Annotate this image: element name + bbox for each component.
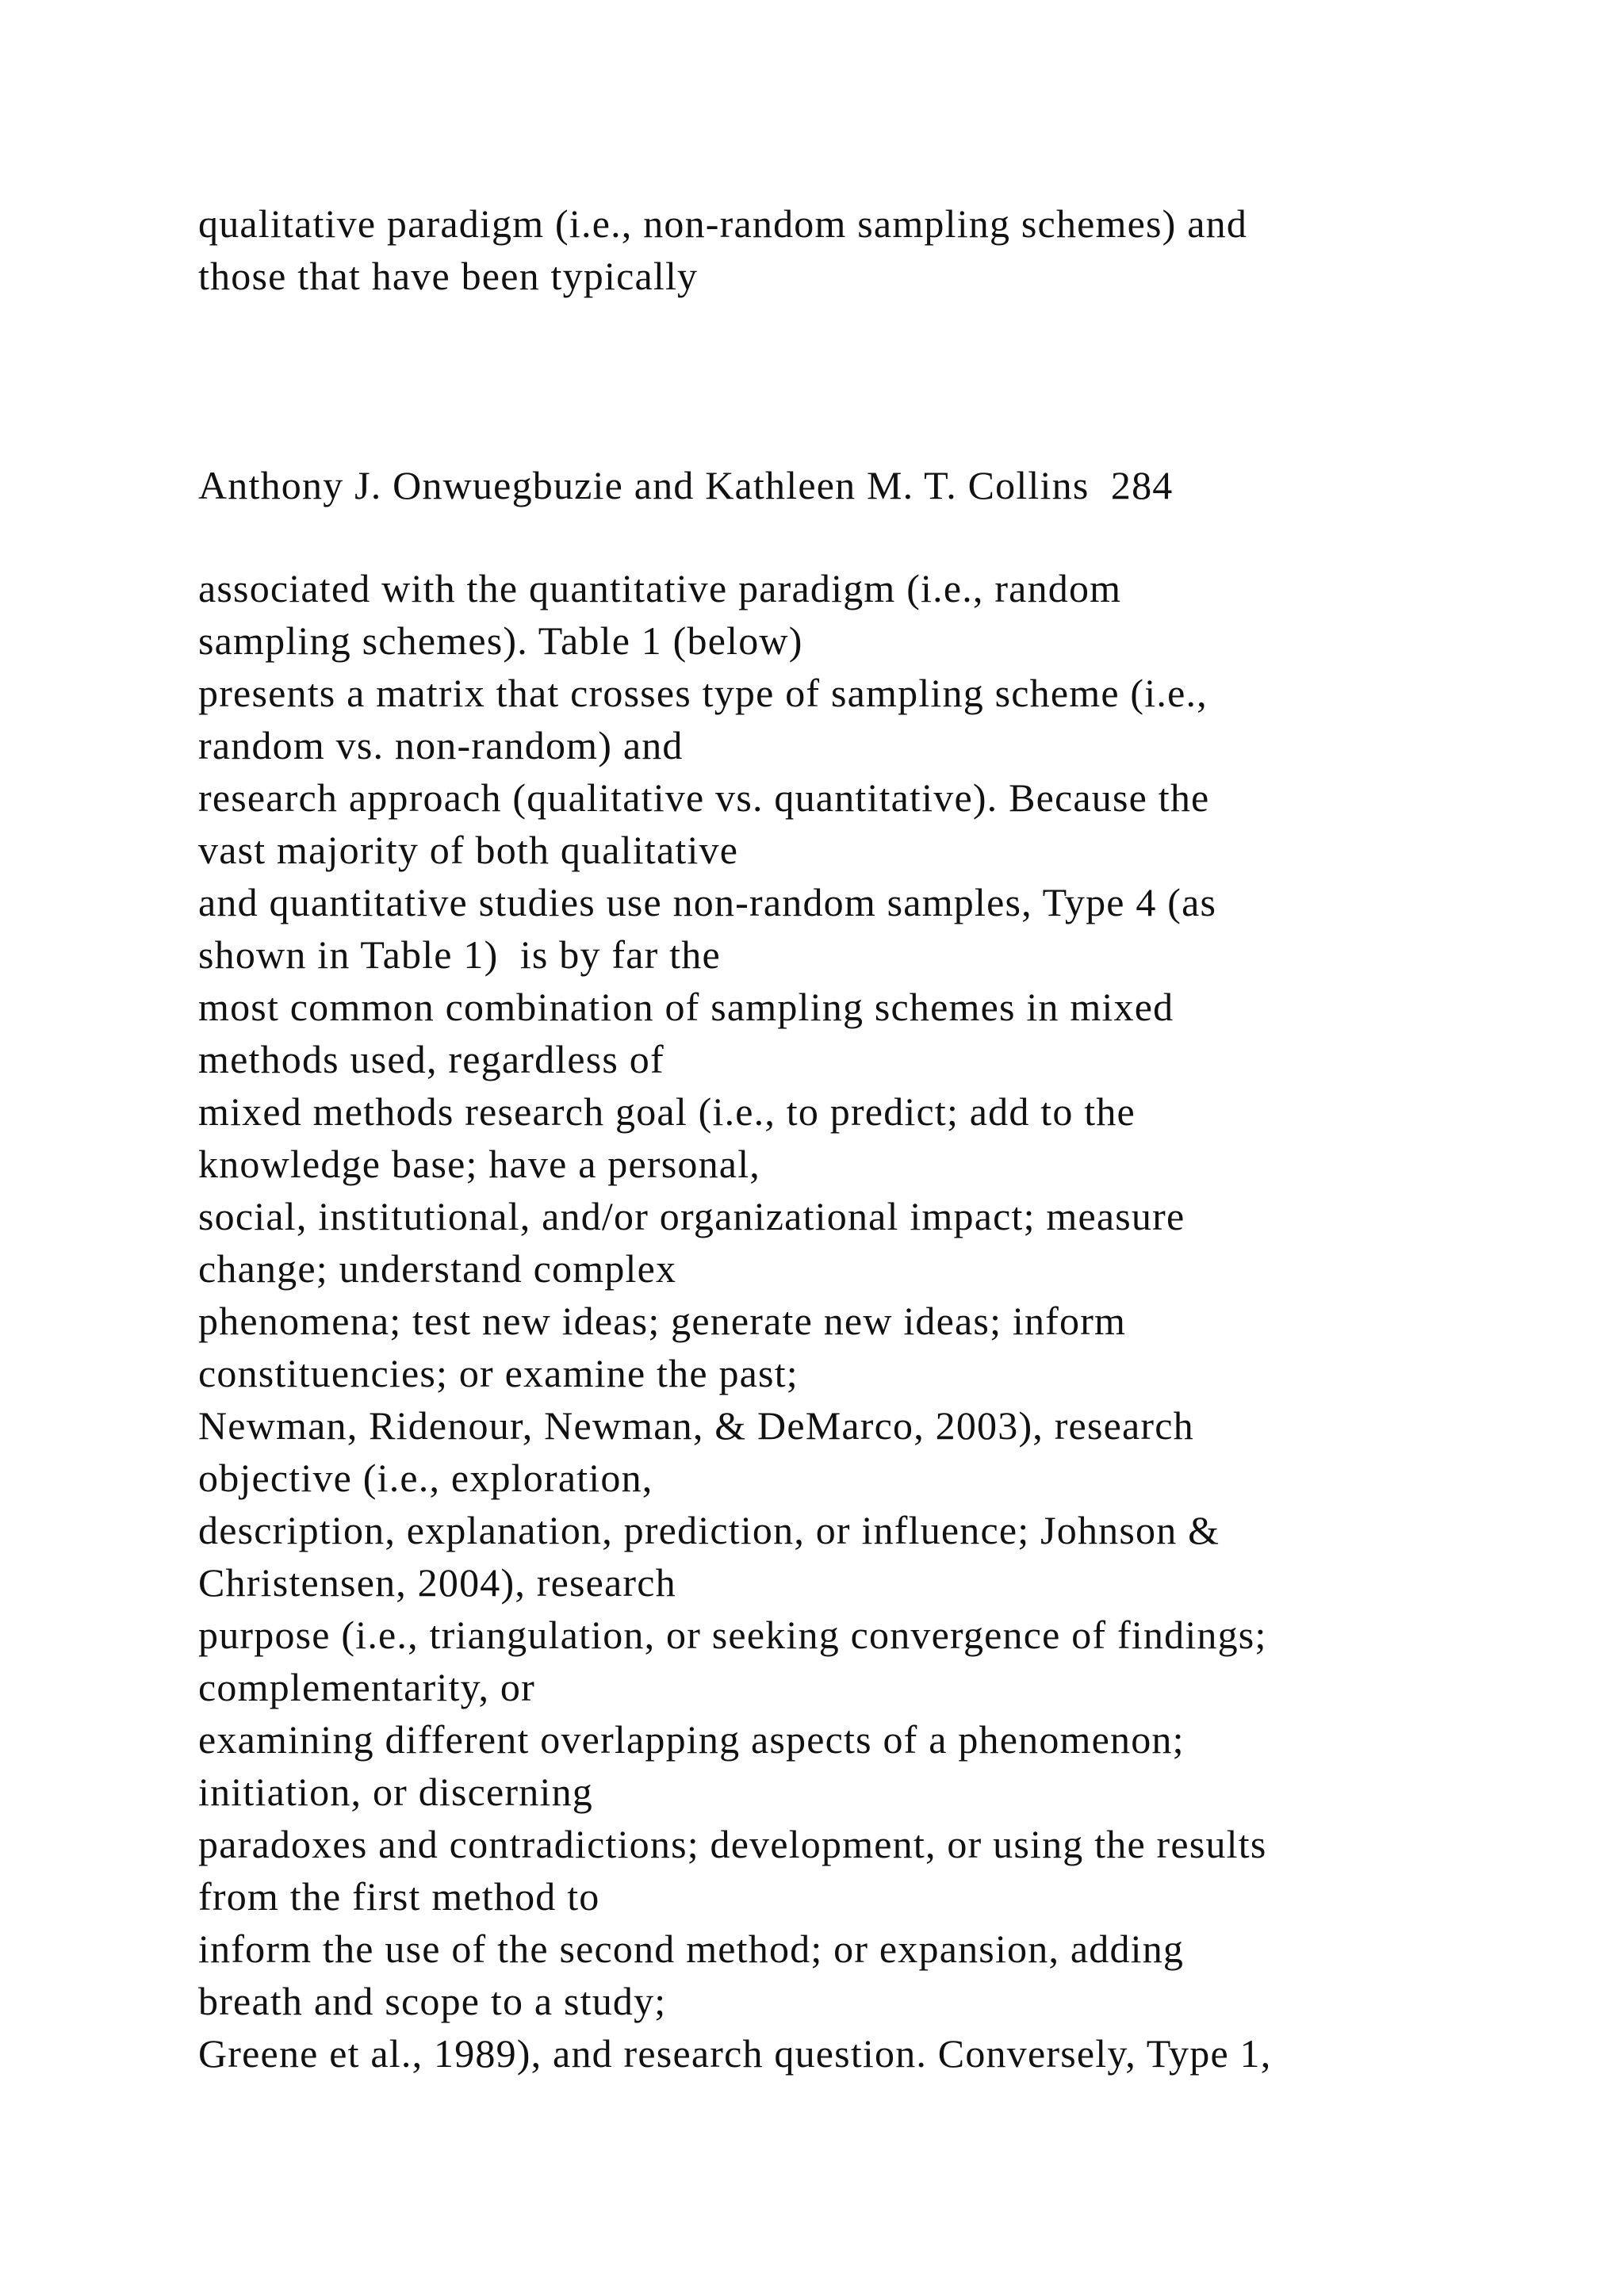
text-line: most common combination of sampling schemes in mixed (198, 985, 1174, 1029)
text-line: social, institutional, and/or organizational impact; measure (198, 1194, 1185, 1238)
running-header: Anthony J. Onwuegbuzie and Kathleen M. T. Collins 284 (198, 463, 1174, 507)
text-line: shown in Table 1) is by far the (198, 932, 721, 977)
text-line: Greene et al., 1989), and research question. Conversely, Type 1, (198, 2031, 1272, 2076)
text-line: Newman, Ridenour, Newman, & DeMarco, 2003), research (198, 1403, 1194, 1448)
text-line: paradoxes and contradictions; development, or using the results (198, 1822, 1267, 1866)
text-line: breath and scope to a study; (198, 1979, 667, 2023)
text-line: change; understand complex (198, 1246, 677, 1291)
text-line: mixed methods research goal (i.e., to predict; add to the (198, 1089, 1136, 1134)
text-line: qualitative paradigm (i.e., non-random sampling schemes) and (198, 201, 1248, 246)
text-line: knowledge base; have a personal, (198, 1142, 760, 1186)
text-line: vast majority of both qualitative (198, 828, 739, 872)
text-line: random vs. non-random) and (198, 723, 684, 767)
text-line: Christensen, 2004), research (198, 1560, 676, 1605)
text-line: research approach (qualitative vs. quantitative). Because the (198, 775, 1210, 820)
text-line: purpose (i.e., triangulation, or seeking convergence of findings; (198, 1613, 1267, 1657)
text-line: and quantitative studies use non-random samples, Type 4 (as (198, 880, 1217, 924)
text-line: associated with the quantitative paradigm (i.e., random (198, 566, 1122, 610)
text-line: complementarity, or (198, 1665, 535, 1709)
text-line: initiation, or discerning (198, 1770, 593, 1814)
text-line: sampling schemes). Table 1 (below) (198, 618, 803, 663)
text-line: inform the use of the second method; or expansion, adding (198, 1927, 1185, 1971)
text-line: from the first method to (198, 1874, 600, 1919)
text-line: objective (i.e., exploration, (198, 1456, 653, 1500)
text-line: presents a matrix that crosses type of sampling scheme (i.e., (198, 671, 1208, 715)
text-line: description, explanation, prediction, or influence; Johnson & (198, 1508, 1220, 1552)
text-line: those that have been typically (198, 254, 699, 298)
text-line: constituencies; or examine the past; (198, 1351, 799, 1395)
text-line: methods used, regardless of (198, 1037, 665, 1081)
text-line: phenomena; test new ideas; generate new ideas; inform (198, 1299, 1127, 1343)
text-line: examining different overlapping aspects of a phenomenon; (198, 1717, 1185, 1762)
